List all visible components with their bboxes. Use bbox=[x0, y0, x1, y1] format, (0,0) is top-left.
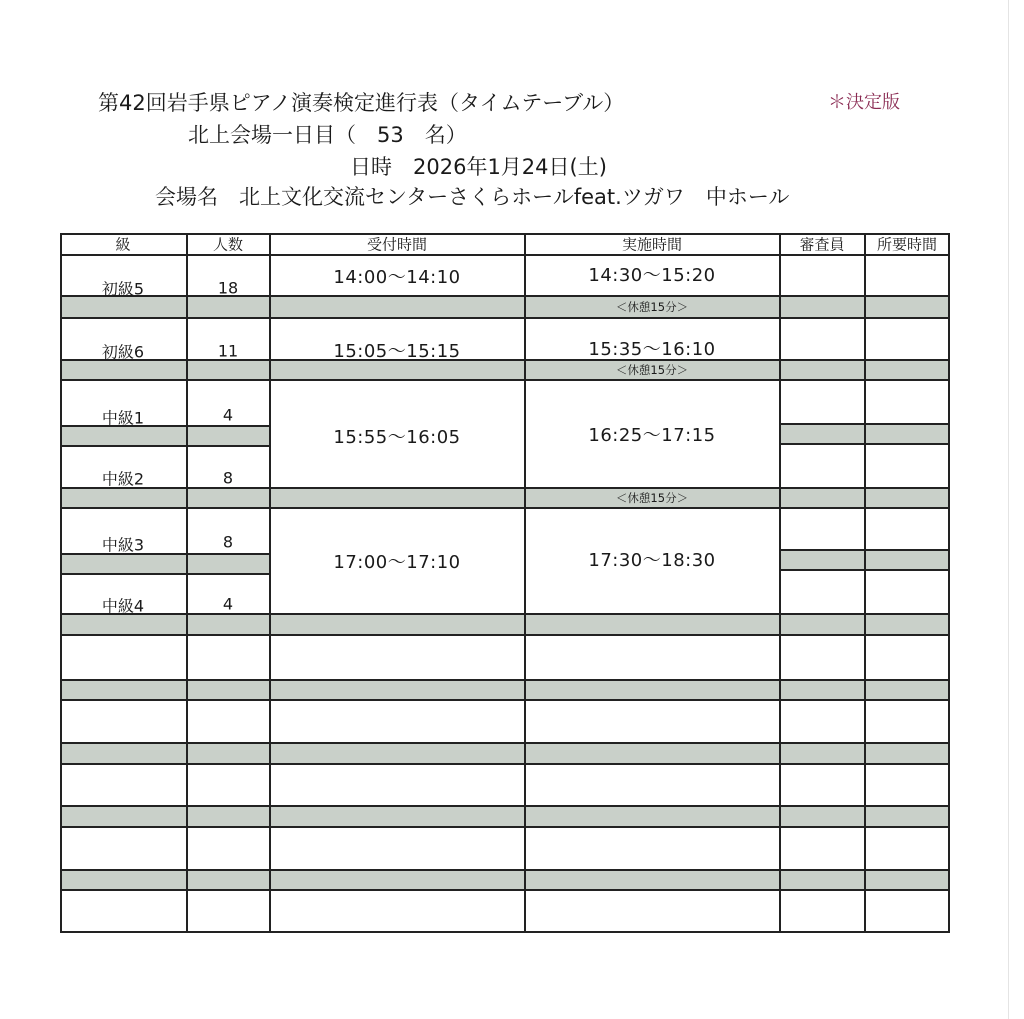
table-rule bbox=[60, 869, 950, 871]
scan-edge-line bbox=[1008, 0, 1009, 1019]
table-rule bbox=[60, 931, 950, 933]
col-header-count: 人数 bbox=[212, 235, 244, 254]
grade-cell: 中級1 bbox=[101, 408, 145, 428]
col-header-grade: 級 bbox=[115, 235, 131, 254]
count-cell: 11 bbox=[217, 341, 239, 361]
count-cell: 4 bbox=[222, 594, 234, 614]
col-header-duration: 所要時間 bbox=[876, 235, 938, 254]
grade-cell: 中級4 bbox=[101, 596, 145, 616]
table-rule bbox=[60, 679, 950, 681]
page-title: 第42回岩手県ピアノ演奏検定進行表（タイムテーブル） bbox=[98, 91, 625, 115]
table-rule bbox=[60, 487, 950, 489]
grade-cell: 中級3 bbox=[101, 535, 145, 555]
col-header-performance: 実施時間 bbox=[621, 235, 683, 254]
separator-band bbox=[60, 805, 950, 826]
table-rule bbox=[60, 634, 950, 636]
table-rule bbox=[269, 233, 271, 933]
table-rule bbox=[60, 379, 950, 381]
table-rule bbox=[864, 233, 866, 933]
table-rule bbox=[60, 359, 950, 361]
table-rule bbox=[186, 233, 188, 933]
separator-band bbox=[60, 613, 950, 634]
count-cell: 4 bbox=[222, 405, 234, 425]
table-rule bbox=[779, 233, 781, 933]
reception-time: 14:00～14:10 bbox=[333, 267, 461, 288]
grade-cell: 初級5 bbox=[101, 279, 145, 299]
separator-band bbox=[60, 425, 269, 445]
performance-time: 15:35～16:10 bbox=[588, 339, 716, 360]
table-rule bbox=[60, 826, 950, 828]
event-date: 日時 2026年1月24日(土) bbox=[350, 155, 607, 179]
col-header-reception: 受付時間 bbox=[366, 235, 428, 254]
col-header-judge: 審査員 bbox=[799, 235, 845, 254]
table-rule bbox=[60, 233, 62, 933]
break-label: ＜休憩15分＞ bbox=[615, 300, 689, 314]
table-rule bbox=[60, 553, 269, 555]
break-label: ＜休憩15分＞ bbox=[615, 491, 689, 505]
performance-time: 17:30～18:30 bbox=[588, 550, 716, 571]
performance-time: 14:30～15:20 bbox=[588, 265, 716, 286]
table-rule bbox=[524, 233, 526, 933]
grade-cell: 中級2 bbox=[101, 469, 145, 489]
break-band bbox=[60, 487, 950, 507]
reception-time: 15:05～15:15 bbox=[333, 341, 461, 362]
table-rule bbox=[60, 295, 950, 297]
separator-band bbox=[60, 742, 950, 763]
count-cell: 8 bbox=[222, 532, 234, 552]
break-label: ＜休憩15分＞ bbox=[615, 363, 689, 377]
table-rule bbox=[60, 507, 950, 509]
table-rule bbox=[60, 742, 950, 744]
table-rule bbox=[60, 445, 269, 447]
table-rule bbox=[60, 699, 950, 701]
break-band bbox=[60, 295, 950, 317]
reception-time: 15:55～16:05 bbox=[333, 427, 461, 448]
table-rule bbox=[60, 763, 950, 765]
table-rule bbox=[60, 805, 950, 807]
separator-band bbox=[60, 553, 269, 573]
table-rule bbox=[60, 613, 950, 615]
count-cell: 18 bbox=[217, 278, 239, 298]
grade-cell: 初級6 bbox=[101, 342, 145, 362]
table-rule bbox=[60, 889, 950, 891]
venue-day-heading: 北上会場一日目（ 53 名） bbox=[188, 123, 467, 147]
performance-time: 16:25～17:15 bbox=[588, 425, 716, 446]
venue-name: 会場名 北上文化交流センターさくらホールfeat.ツガワ 中ホール bbox=[155, 185, 790, 209]
table-rule bbox=[60, 317, 950, 319]
reception-time: 17:00～17:10 bbox=[333, 552, 461, 573]
table-rule bbox=[60, 573, 269, 575]
separator-band bbox=[60, 679, 950, 699]
table-rule bbox=[60, 425, 269, 427]
separator-band bbox=[60, 869, 950, 889]
timetable bbox=[60, 233, 950, 933]
break-band bbox=[60, 359, 950, 379]
final-version-badge: ＊決定版 bbox=[828, 92, 900, 113]
table-rule bbox=[948, 233, 950, 933]
count-cell: 8 bbox=[222, 468, 234, 488]
